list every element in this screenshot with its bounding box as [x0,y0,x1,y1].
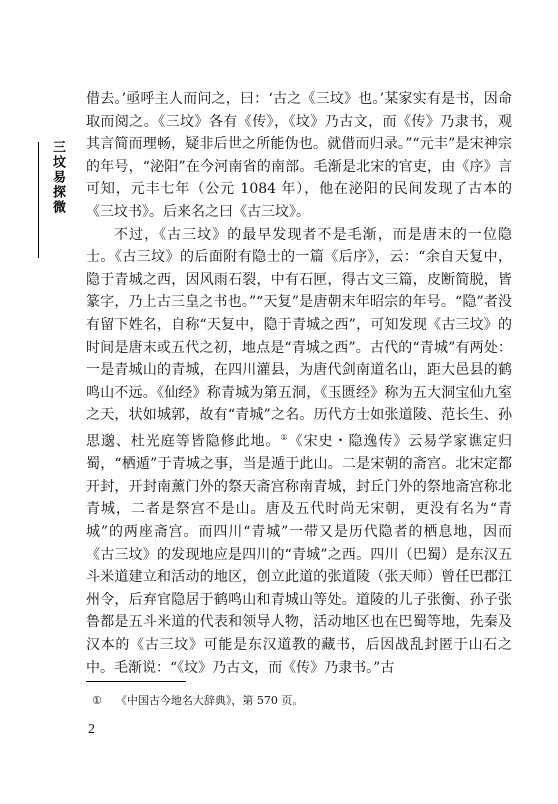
footnote-text: 《中国古今地名大辞典》，第 570 页。 [115,694,304,707]
footnote-mark: ① [92,694,102,707]
paragraph-1: 借去。’亟呼主人而问之，曰：‘古之《三坟》也。’某家实有是书，因命取而阅之。《三坟》各有《传》，《坟》乃古文，而《传》乃隶书，观其言简而理畅，疑非后世之所能伪也。就借而归录。”“元丰”是宋神宗的年号，“泌阳”在今河南省的南部。毛渐是北宋的官吏，由《序》言可知，元丰七年（公元 1084 年），他在泌阳的民间发现了古本的《三坟书》。后来名之曰《古三坟》。 [86,91,512,220]
paragraph-2 [86,224,512,680]
footnote-rule [86,681,186,682]
side-title-rule [38,142,39,258]
paragraph-2-continuation: 《宋史・隐逸传》云易学家谯定归蜀，“栖遁”于青城之事，当是遁于此山。二是宋朝的斋宫。北宋定都开封，开封南薰门外的祭天斋宫称南青城，封丘门外的祭地斋宫称北青城，二者是祭宫不是山。唐及五代时尚无宋朝，更没有名为“青城”的两座斋宫。而四川“青城”一带又是历代隐者的栖息地，因而《古三坟》的发现地应是四川的“青城”之西。四川（巴蜀）是东汉五斗米道建立和活动的地区，创立此道的张道陵（张天师）曾任巴郡江州令，后弃官隐居于鹤鸣山和青城山等处。道陵的儿子张衡、孙子张鲁都是五斗米道的代表和领导人物，活动地区也在巴蜀等地，先秦及汉本的《古三坟》可能是东汉道教的藏书，后因战乱封匿于山石之中。毛渐说：“《坟》乃古文，而《传》乃隶书。”古 [86,433,513,676]
paragraph-2-text: 不过，《古三坟》的最早发现者不是毛渐，而是唐末的一位隐士。《古三坟》的后面附有隐士的一篇《后序》，云：“余自天复中，隐于青城之西，因风雨石裂，中有石匣，得古文三篇，皮断简脱，皆篆字，乃上古三皇之书也。”“天复”是唐朝末年昭宗的年号。“隐”者没有留下姓名，自称“天复中，隐于青城之西”，可知发现《古三坟》的时间是唐末或五代之初，地点是“青城之西”。古代的“青城”有两处：一是青城山的青城，在四川灌县，为唐代剑南道名山，距大邑县的鹤鸣山不远。《仙经》称青城为第五洞，《玉匮经》称为五大洞宝仙九室之天，状如城郭，故有“青城”之名。历代方士如张道陵、范长生、孙思邈、杜光庭等皆隐修此地。 [86,226,512,450]
body-text [86,88,512,679]
footnote [92,693,512,709]
footnote-reference: ① [280,432,289,442]
running-title: 三坟易探微 [50,140,65,215]
page-number: 2 [88,722,95,737]
